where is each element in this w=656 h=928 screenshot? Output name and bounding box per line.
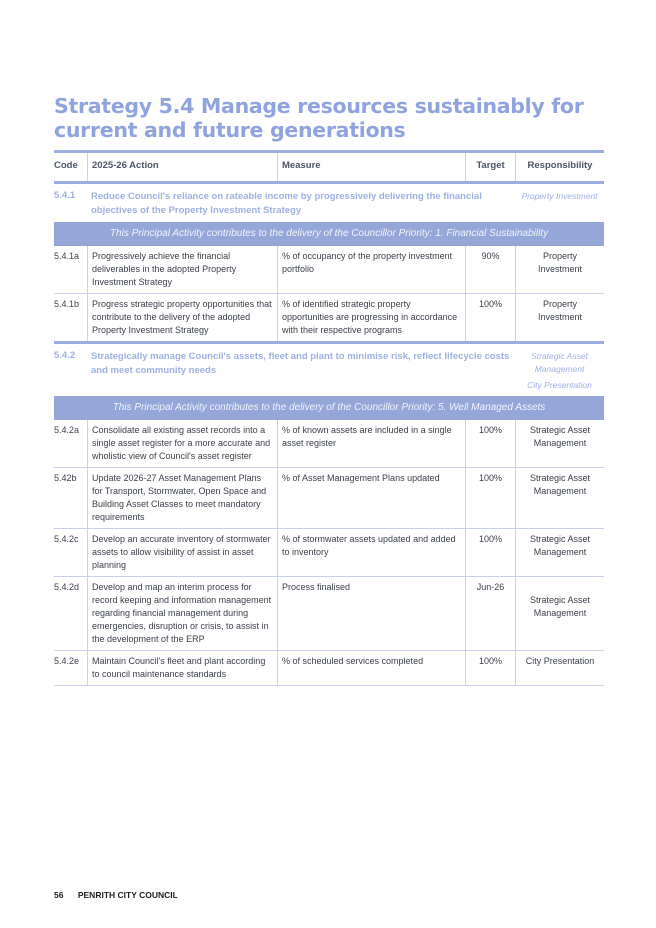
row-action: Develop and map an interim process for record keeping and information management regarding financial management during emergencies, disruption or crisis, to assist in the development of the ERP <box>87 577 277 650</box>
row-responsibility: Property Investment <box>515 246 604 293</box>
row-responsibility: Strategic Asset Management <box>515 468 604 528</box>
row-target: 100% <box>465 294 515 341</box>
row-responsibility: Strategic Asset Management <box>515 577 604 650</box>
row-measure: % of known assets are included in a single asset register <box>277 420 465 467</box>
row-responsibility: City Presentation <box>515 651 604 685</box>
responsibility-name: Strategic Asset Management <box>531 351 588 374</box>
row-responsibility: Property Investment <box>515 294 604 341</box>
page-number: 56 <box>54 890 64 900</box>
page-title: Strategy 5.4 Manage resources sustainably for current and future generations <box>54 94 584 142</box>
row-code: 5.4.2e <box>54 656 80 666</box>
row-measure: % of stormwater assets updated and added to inventory <box>277 529 465 576</box>
principal-activity-text: Strategically manage Council's assets, fleet and plant to minimise risk, reflect lifecycle costs and meet community needs <box>91 351 510 376</box>
row-measure: Process finalised <box>277 577 465 650</box>
row-action: Progress strategic property opportunities that contribute to the delivery of the adopted Property Investment Strategy <box>87 294 277 341</box>
table-row <box>54 529 604 577</box>
actions-table <box>54 150 604 686</box>
row-code: 5.4.2c <box>54 534 79 544</box>
table-row <box>54 246 604 294</box>
responsibility-name: City Presentation <box>527 380 592 390</box>
table-header <box>54 150 604 184</box>
row-code: 5.4.1b <box>54 299 80 309</box>
principal-activity-code: 5.4.2 <box>54 350 76 361</box>
header-action: 2025-26 Action <box>87 153 277 181</box>
row-target: 100% <box>465 651 515 685</box>
header-target: Target <box>465 153 515 181</box>
principal-activity-text: Reduce Council's reliance on rateable income by progressively delivering the financial objectives of the Property Investment Strategy <box>91 191 482 216</box>
row-action: Update 2026-27 Asset Management Plans for Transport, Stormwater, Open Space and Building Asset Classes to meet mandatory requirements <box>87 468 277 528</box>
principal-activity-responsibility <box>515 350 604 392</box>
row-target: 100% <box>465 420 515 467</box>
row-code: 5.42b <box>54 473 77 483</box>
row-code: 5.4.2d <box>54 582 80 592</box>
table-row <box>54 294 604 344</box>
table-row <box>54 577 604 651</box>
row-action: Maintain Council's fleet and plant according to council maintenance standards <box>87 651 277 685</box>
header-responsibility: Responsibility <box>515 153 604 181</box>
organisation-name: PENRITH CITY COUNCIL <box>77 890 178 900</box>
header-code: Code <box>54 160 78 171</box>
councillor-priority-banner: This Principal Activity contributes to the delivery of the Councillor Priority: 1. Financial Sustainability <box>54 222 604 246</box>
row-code: 5.4.2a <box>54 425 80 435</box>
principal-activity <box>54 184 604 222</box>
row-action: Consolidate all existing asset records into a single asset register for a more accurate and wholistic view of Council's asset register <box>87 420 277 467</box>
row-code: 5.4.1a <box>54 251 80 261</box>
table-row <box>54 420 604 468</box>
row-action: Progressively achieve the financial deliverables in the adopted Property Investment Strategy <box>87 246 277 293</box>
table-row <box>54 651 604 686</box>
councillor-priority-banner: This Principal Activity contributes to the delivery of the Councillor Priority: 5. Well Managed Assets <box>54 396 604 420</box>
responsibility-name: Property Investment <box>521 191 598 201</box>
principal-activity-responsibility <box>515 190 604 218</box>
row-responsibility: Strategic Asset Management <box>515 420 604 467</box>
row-measure: % of occupancy of the property investment portfolio <box>277 246 465 293</box>
table-row <box>54 468 604 529</box>
row-measure: % of identified strategic property opportunities are progressing in accordance with their respective programs <box>277 294 465 341</box>
principal-activity <box>54 344 604 396</box>
row-target: 100% <box>465 468 515 528</box>
principal-activity-code: 5.4.1 <box>54 190 76 201</box>
row-action: Develop an accurate inventory of stormwater assets to allow visibility of assist in asset planning <box>87 529 277 576</box>
row-target: 100% <box>465 529 515 576</box>
page-footer <box>54 890 178 900</box>
row-responsibility: Strategic Asset Management <box>515 529 604 576</box>
row-target: Jun-26 <box>465 577 515 650</box>
row-measure: % of Asset Management Plans updated <box>277 468 465 528</box>
row-target: 90% <box>465 246 515 293</box>
row-measure: % of scheduled services completed <box>277 651 465 685</box>
header-measure: Measure <box>277 153 465 181</box>
